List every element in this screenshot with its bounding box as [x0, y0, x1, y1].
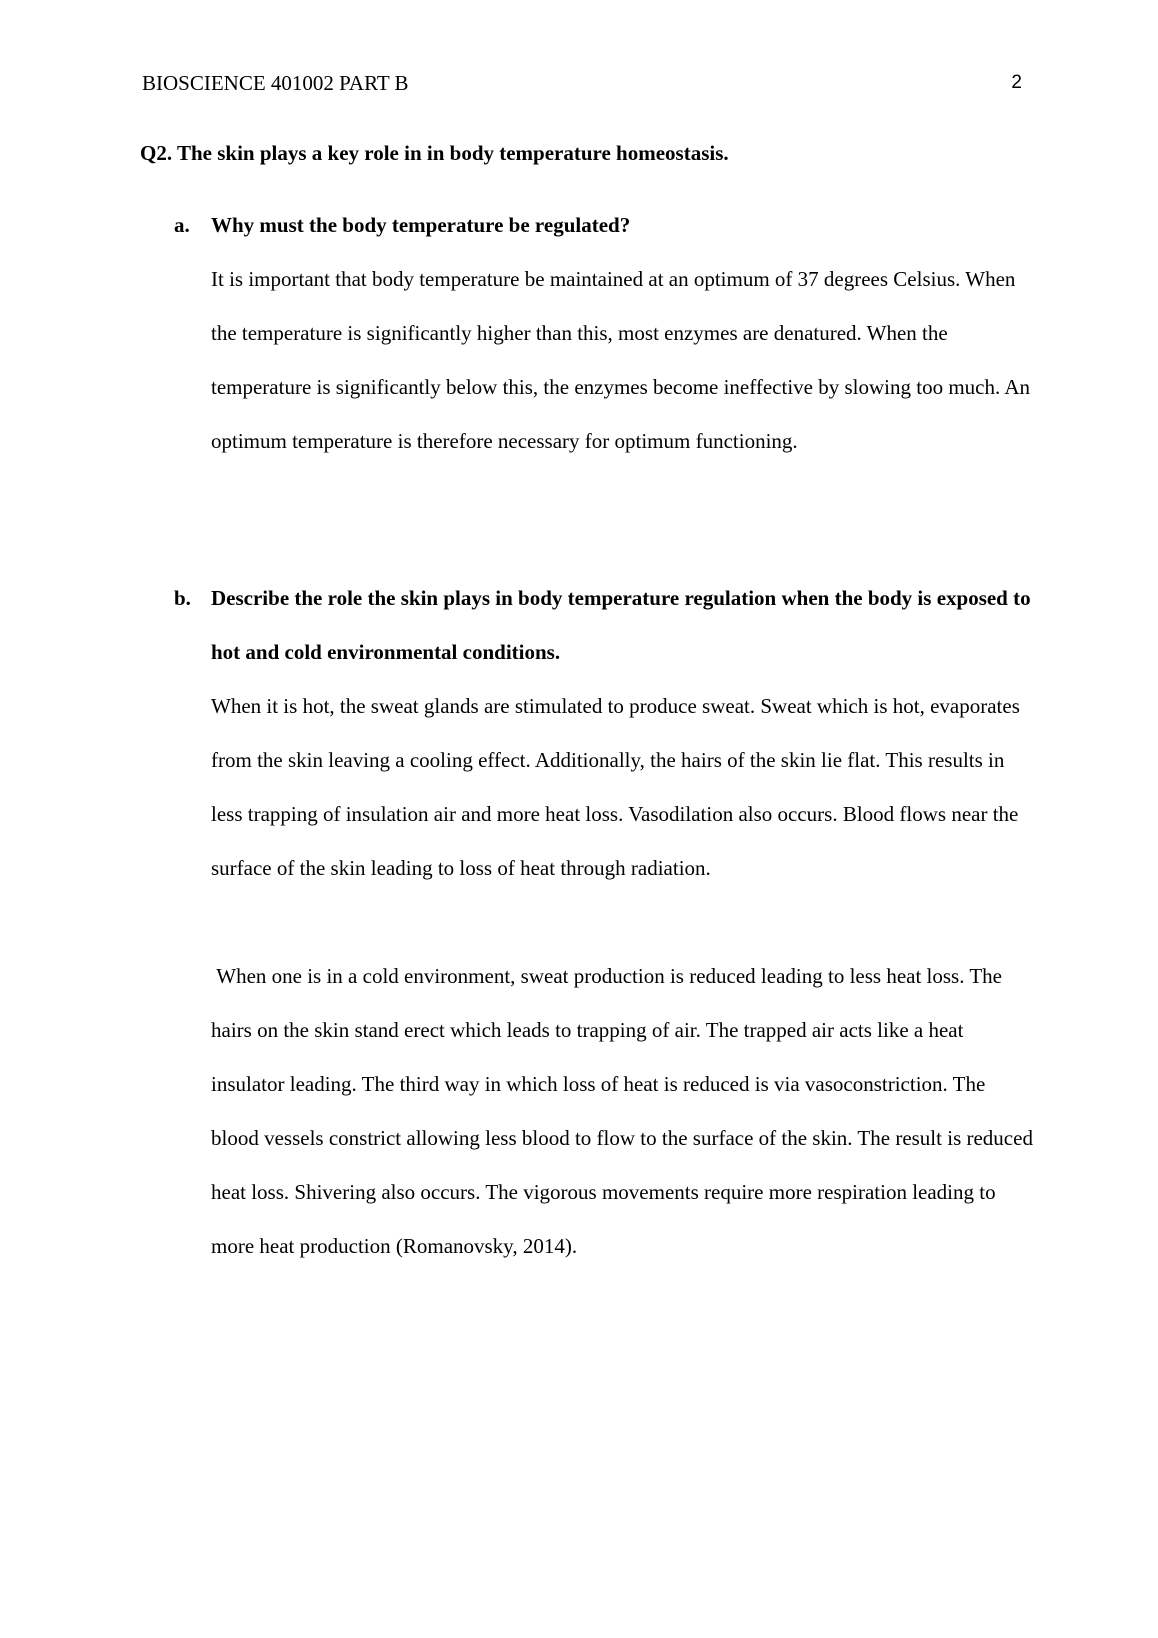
page-number: 2 [1011, 72, 1022, 93]
sub-question-a-marker: a. [174, 213, 190, 237]
sub-question-b-answer-cold: When one is in a cold environment, sweat production is reduced leading to less heat loss. The hairs on the skin stand erect which leads to trapping of air. The trapped air acts like a heat insulator leading. The third way in which loss of heat is reduced is via vasoconstriction. The blood vessels constrict allowing less blood to flow to the surface of the skin. The result is reduced heat loss. Shivering also occurs. The vigorous movements require more respiration leading to more heat production (Romanovsky, 2014). [211, 964, 1039, 1258]
page-header [142, 68, 1022, 98]
running-head: BIOSCIENCE 401002 PART B [142, 71, 409, 95]
sub-question-b-answer-hot: When it is hot, the sweat glands are stimulated to produce sweat. Sweat which is hot, evaporates from the skin leaving a cooling effect. Additionally, the hairs of the skin lie flat. This results in less trapping of insulation air and more heat loss. Vasodilation also occurs. Blood flows near the surface of the skin leading to loss of heat through radiation. [211, 694, 1020, 880]
sub-question-b [174, 571, 1039, 1273]
sub-question-b-prompt: Describe the role the skin plays in body temperature regulation when the body is exposed to hot and cold environmental conditions. [211, 586, 1031, 664]
question-title: Q2. The skin plays a key role in in body temperature homeostasis. [140, 141, 729, 165]
paragraph-gap [174, 895, 1034, 949]
sub-question-a [174, 198, 1034, 468]
sub-question-a-answer: It is important that body temperature be maintained at an optimum of 37 degrees Celsius. When the temperature is significantly higher than this, most enzymes are denatured. When the temperature is significantly below this, the enzymes become ineffective by slowing too much. An optimum temperature is therefore necessary for optimum functioning. [211, 267, 1030, 453]
sub-question-a-prompt: Why must the body temperature be regulated? [211, 213, 631, 237]
sub-question-b-marker: b. [174, 586, 191, 610]
